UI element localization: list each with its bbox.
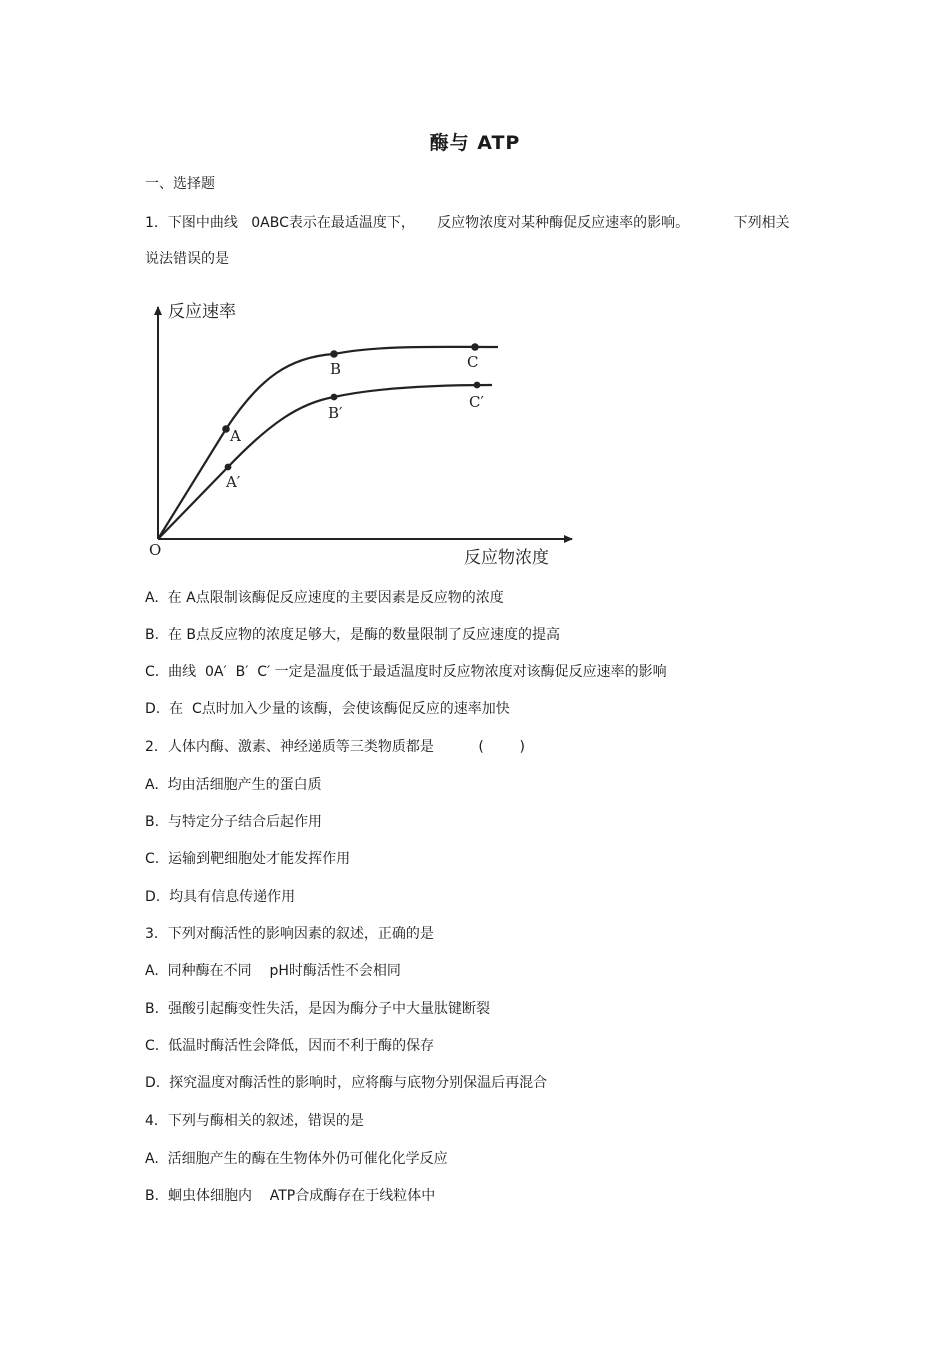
graph-svg bbox=[140, 293, 590, 578]
curve-oabc bbox=[158, 347, 498, 539]
label-c: C bbox=[467, 353, 479, 371]
text-line: A. 活细胞产生的酶在生物体外仍可催化化学反应 bbox=[145, 1151, 448, 1167]
point-b bbox=[330, 350, 338, 358]
label-b-prime: B′ bbox=[328, 404, 343, 422]
curve-oabc-prime bbox=[158, 385, 492, 539]
label-a-prime: A′ bbox=[226, 473, 241, 491]
text-line: B. 蛔虫体细胞内 ATP合成酶存在于线粒体中 bbox=[145, 1188, 436, 1204]
point-a-prime bbox=[225, 464, 232, 471]
label-b: B bbox=[330, 360, 342, 378]
text-line: A. 同种酶在不同 pH时酶活性不会相同 bbox=[145, 963, 401, 979]
page-title: 酶与 ATP bbox=[429, 132, 521, 154]
text-line: D. 探究温度对酶活性的影响时，应将酶与底物分别保温后再混合 bbox=[145, 1075, 548, 1091]
label-c-prime: C′ bbox=[469, 393, 484, 411]
text-line: B. 在 B点反应物的浓度足够大，是酶的数量限制了反应速度的提高 bbox=[145, 627, 561, 643]
point-c bbox=[471, 343, 479, 351]
point-a bbox=[222, 425, 230, 433]
text-line: A. 均由活细胞产生的蛋白质 bbox=[145, 777, 322, 793]
text-line: 1．下图中曲线 0ABC表示在最适温度下， 反应物浓度对某种酶促反应速率的影响。 下列相关 bbox=[145, 215, 790, 231]
y-axis-label: 反应速率 bbox=[168, 302, 236, 322]
point-b-prime bbox=[331, 394, 338, 401]
text-line: C. 曲线 0A′ B′ C′ 一定是温度低于最适温度时反应物浓度对该酶促反应速率的影响 bbox=[145, 664, 667, 680]
label-a: A bbox=[230, 427, 241, 445]
text-line: 3．下列对酶活性的影响因素的叙述，正确的是 bbox=[145, 926, 434, 942]
origin-label: O bbox=[149, 541, 162, 559]
text-line: D. 在 C点时加入少量的该酶，会使该酶促反应的速率加快 bbox=[145, 701, 510, 717]
section-heading: 一、选择题 bbox=[145, 176, 215, 192]
text-line: C. 低温时酶活性会降低，因而不利于酶的保存 bbox=[145, 1038, 435, 1054]
text-line: 4．下列与酶相关的叙述，错误的是 bbox=[145, 1113, 364, 1129]
text-line: 说法错误的是 bbox=[145, 251, 229, 267]
enzyme-rate-graph bbox=[140, 293, 590, 578]
text-line: A. 在 A点限制该酶促反应速度的主要因素是反应物的浓度 bbox=[145, 590, 504, 606]
point-c-prime bbox=[474, 382, 481, 389]
text-line: C. 运输到靶细胞处才能发挥作用 bbox=[145, 851, 351, 867]
text-line: 2．人体内酶、激素、神经递质等三类物质都是 ( ) bbox=[145, 739, 525, 755]
text-line: D. 均具有信息传递作用 bbox=[145, 889, 296, 905]
text-line: B. 强酸引起酶变性失活，是因为酶分子中大量肽键断裂 bbox=[145, 1001, 490, 1017]
x-axis-label: 反应物浓度 bbox=[464, 548, 549, 568]
text-line: B. 与特定分子结合后起作用 bbox=[145, 814, 322, 830]
